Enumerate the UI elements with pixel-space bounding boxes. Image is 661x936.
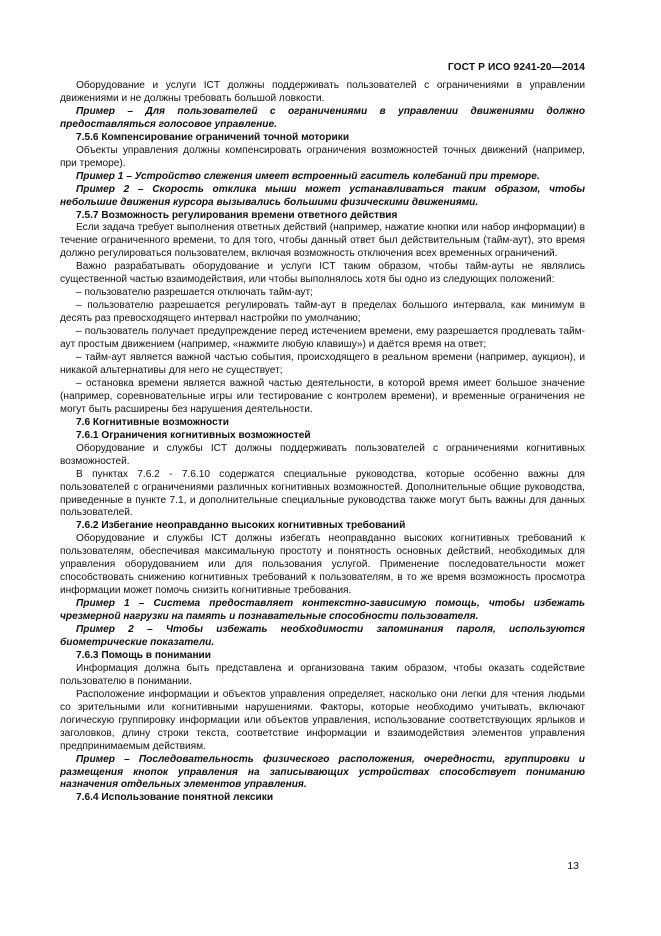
section-heading: 7.6.3 Помощь в понимании	[76, 649, 212, 661]
body-paragraph: Информация должна быть представлена и организована таким образом, чтобы оказать содействие пользователю в понимании.	[60, 662, 585, 687]
section-heading: 7.6 Когнитивные возможности	[76, 416, 229, 428]
section-heading: 7.6.1 Ограничения когнитивных возможностей	[76, 429, 311, 441]
body-paragraph: Важно разрабатывать оборудование и услуги ICT таким образом, чтобы тайм-ауты не являлись существенной частью взаимодействия, или чтобы выполнялось хотя бы одно из следующих положений:	[60, 261, 585, 286]
body-paragraph: Объекты управления должны компенсировать ограничения возможностей точных движений (например, при треморе).	[60, 144, 585, 169]
list-item: – тайм-аут является важной частью события, происходящего в реальном времени (например, аукцион), и никакой альтернативы для него не существует;	[60, 352, 585, 376]
example-paragraph: Пример 1 – Система предоставляет контекстно-зависимую помощь, чтобы избежать чрезмерной нагрузки на память и познавательные способности пользователя.	[60, 598, 585, 623]
body-paragraph: В пунктах 7.6.2 - 7.6.10 содержатся специальные руководства, которые особенно важны для пользователей с ограничениями различных когнитивных возможностей. Дополнительные общие руководства, приведенные в пункте 7.1, и дополнительные специальные руководства также могут быть важны для данных пользователей.	[60, 468, 585, 519]
document-body	[60, 80, 585, 805]
body-paragraph: Оборудование и службы ICT должны поддерживать пользователей с ограничениями когнитивных возможностей.	[60, 442, 585, 467]
section-heading: 7.6.4 Использование понятной лексики	[76, 792, 274, 804]
list-item: – пользователю разрешается отключать тайм-аут;	[76, 287, 313, 299]
body-paragraph: Если задача требует выполнения ответных действий (например, нажатие кнопки или набор информации) в течение ограниченного времени, то для того, чтобы данный ответ был действительным (тайм-аут), это время должно регулироваться пользователем, включая возможность отключения всех временных ограничений.	[60, 222, 585, 260]
document-header: ГОСТ Р ИСО 9241-20—2014	[447, 62, 585, 73]
example-paragraph: Пример 2 – Чтобы избежать необходимости запоминания пароля, используются биометрические показатели.	[60, 624, 585, 648]
body-paragraph: Расположение информации и объектов управления определяет, насколько они легки для чтения людьми со зрительными или когнитивными нарушениями. Факторы, которые необходимо учитывать, включают логическую группировку информации или объектов управления, использование соответствующих ярлыков и заголовков, длину строки текста, соответствие информации и взаимодействия элементов управления предпринимаемым действиям.	[60, 688, 585, 752]
list-item: – пользователю разрешается регулировать тайм-аут в пределах большого интервала, как минимум в десять раз превосходящего интервал настройки по умолчанию;	[60, 300, 585, 325]
list-item: – остановка времени является важной частью деятельности, в которой время имеет большое значение (например, соревновательные игры или тестирование с контролем времени), и временные ограничения не могут быть расширены без нарушения деятельности.	[60, 377, 585, 415]
body-paragraph: Оборудование и службы ICT должны избегать неоправданно высоких когнитивных требований к пользователям, обеспечивая максимальную простоту и понятность основных действий, необходимых для управления оборудованием или для пользования услугой. Применение последовательности может способствовать снижению когнитивных требований к пользователям, в то же время возможность просмотра информации может помочь снизить когнитивные требования.	[60, 533, 585, 597]
list-item: – пользователь получает предупреждение перед истечением времени, ему разрешается продлевать тайм-аут простым движением (например, «нажмите любую клавишу») и даётся время на ответ;	[60, 326, 585, 351]
example-paragraph: Пример – Для пользователей с ограничениями в управлении движениями должно предоставляться голосовое управление.	[60, 105, 585, 130]
section-heading: 7.6.2 Избегание неоправданно высоких когнитивных требований	[76, 520, 406, 532]
example-paragraph: Пример – Последовательность физического расположения, очередности, группировки и размещения кнопок управления на записывающих устройствах способствует пониманию назначения отдельных элементов управления.	[60, 753, 585, 791]
example-paragraph: Пример 1 – Устройство слежения имеет встроенный гаситель колебаний при треморе.	[76, 170, 540, 182]
example-paragraph: Пример 2 – Скорость отклика мыши может устанавливаться таким образом, чтобы небольшие движения курсора вызывались большими физическими движениями.	[60, 183, 585, 208]
body-paragraph: Оборудование и услуги ICT должны поддерживать пользователей с ограничениями в управлении движениями и не должны требовать большой ловкости.	[60, 80, 585, 104]
section-heading: 7.5.7 Возможность регулирования времени ответного действия	[76, 209, 398, 221]
page-number: 13	[567, 860, 579, 872]
section-heading: 7.5.6 Компенсирование ограничений точной моторики	[76, 131, 350, 143]
